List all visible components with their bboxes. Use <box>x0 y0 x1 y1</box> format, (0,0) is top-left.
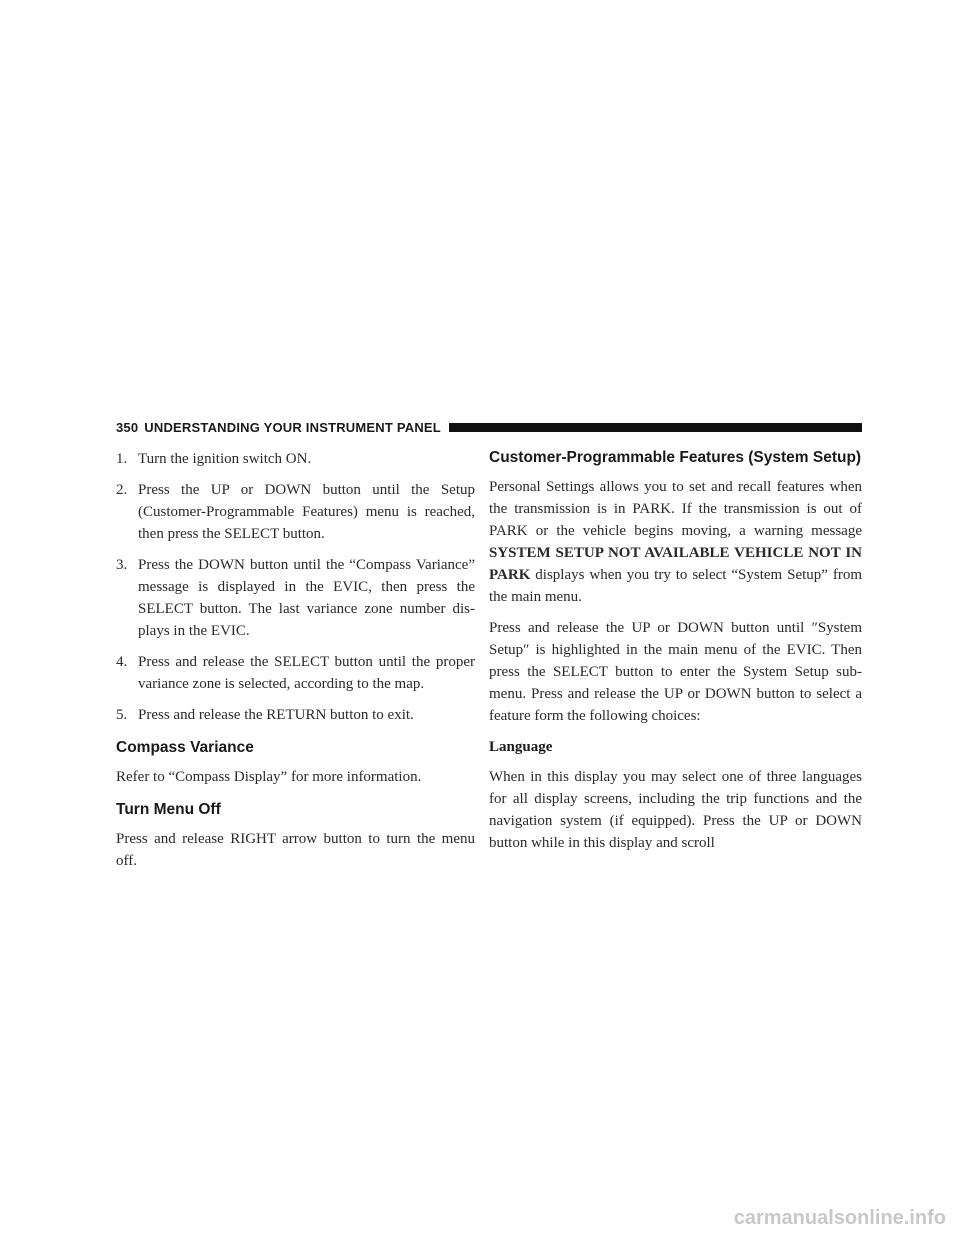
step-item <box>116 704 475 726</box>
system-setup-paragraph: Press and release the UP or DOWN button until ″System Setup″ is highlighted in the main menu of the EVIC. Then press the SELECT button to enter the System Setup sub-menu. Press and release the UP or DOWN button to select a feature form the following choices: <box>489 620 862 724</box>
compass-variance-text: Refer to “Compass Display” for more information. <box>116 769 422 785</box>
personal-settings-paragraph <box>489 476 862 608</box>
step-text: Press the DOWN button until the “Compass Variance” message is displayed in the EVIC, then press the SELECT button. The last variance zone number displays in the EVIC. <box>138 557 475 639</box>
step-text: Turn the ignition switch ON. <box>138 451 312 467</box>
turn-menu-off-heading: Turn Menu Off <box>116 801 221 818</box>
language-subheading: Language <box>489 739 553 755</box>
page-header <box>116 418 862 436</box>
step-item <box>116 448 475 470</box>
step-text: Press the UP or DOWN button until the Setup (Customer-Programmable Features) menu is reached, then press the SELECT button. <box>138 482 475 542</box>
paragraph-text: displays when you try to select “System Setup” from the main menu. <box>489 567 862 605</box>
right-column <box>489 448 862 863</box>
system-setup-heading: Customer-Programmable Features (System Setup) <box>489 449 862 466</box>
watermark: carmanualsonline.info <box>733 1207 946 1229</box>
warning-message: SYSTEM SETUP NOT AVAILABLE VEHICLE NOT IN PARK <box>489 545 862 583</box>
section-title: UNDERSTANDING YOUR INSTRUMENT PANEL <box>144 419 441 435</box>
step-number: 5. <box>116 707 128 723</box>
turn-menu-off-text: Press and release RIGHT arrow button to turn the menu off. <box>116 831 475 869</box>
step-item <box>116 554 475 642</box>
step-number: 1. <box>116 451 128 467</box>
step-text: Press and release the RETURN button to exit. <box>138 707 414 723</box>
left-column <box>116 448 475 881</box>
step-number: 4. <box>116 654 128 670</box>
compass-variance-heading: Compass Variance <box>116 739 254 756</box>
page-number: 350 <box>116 419 139 435</box>
paragraph-text: Personal Settings allows you to set and recall features when the transmission is in PARK. If the transmission is out of PARK or the vehicle begins moving, a warning message <box>489 479 862 539</box>
step-text: Press and release the SELECT button until the proper variance zone is selected, according to the map. <box>138 654 475 692</box>
step-number: 3. <box>116 557 128 573</box>
step-item <box>116 479 475 545</box>
step-number: 2. <box>116 482 128 498</box>
header-rule <box>449 423 862 432</box>
language-paragraph: When in this display you may select one of three languages for all display screens, including the trip functions and the navigation system (if equipped). Press the UP or DOWN button while in this display and scroll <box>489 769 862 851</box>
step-item <box>116 651 475 695</box>
